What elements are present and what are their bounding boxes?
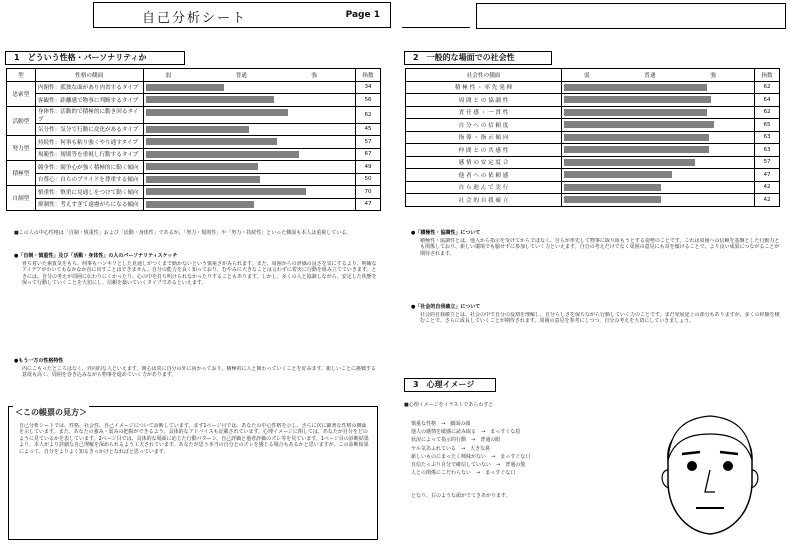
- bar-cell: [562, 169, 755, 182]
- trait-cell: 慎重性：慎重に見通しをつけて動く傾向: [35, 186, 143, 199]
- personality-table: [6, 68, 381, 211]
- table-row: [406, 94, 780, 107]
- title-box: [93, 2, 391, 28]
- name-box: [476, 3, 786, 29]
- score-bar: [146, 138, 277, 145]
- image-line: 自信たっぷり自分で確信していない → 普通の髪: [411, 462, 526, 469]
- table-row: [406, 181, 780, 194]
- score-bar: [564, 159, 695, 166]
- col-scale: [143, 69, 355, 82]
- col-trait: 性格の側面: [35, 69, 143, 82]
- score-cell: 42: [755, 181, 780, 194]
- trait-cell: 身体性：活動的で積極的に動き回るタイプ: [35, 106, 143, 123]
- image-line: 他人の感情を敏感に読み取る → まっすぐな眉: [411, 429, 521, 436]
- score-cell: 63: [755, 131, 780, 144]
- bar-cell: [562, 94, 755, 107]
- social-trait-cell: 積 極 性 ・ 率 先 発 揮: [406, 81, 562, 94]
- scale-weak-label: 弱: [165, 72, 172, 79]
- score-cell: 34: [356, 81, 381, 94]
- section3-heading: 3 心理イメージ: [404, 378, 496, 392]
- bar-cell: [143, 186, 355, 199]
- type-cell: 努力型: [7, 136, 36, 161]
- social-trait-cell: 自 分 へ の 信 頼 度: [406, 119, 562, 132]
- score-cell: 63: [755, 144, 780, 157]
- trait-cell: 規範性：規則等を重視し行動するタイプ: [35, 148, 143, 161]
- bar-cell: [143, 94, 355, 107]
- bar-cell: [562, 131, 755, 144]
- bar-cell: [562, 181, 755, 194]
- col-social-trait: 社会性の側面: [406, 69, 562, 82]
- bar-cell: [562, 194, 755, 207]
- image-line: 新しいものにまったく興味がない → まっすぐな口: [411, 453, 531, 460]
- score-cell: 65: [755, 119, 780, 132]
- score-bar: [564, 196, 661, 203]
- bar-cell: [562, 119, 755, 132]
- page-number: Page 1: [345, 10, 380, 20]
- bar-cell: [143, 81, 355, 94]
- bar-cell: [143, 106, 355, 123]
- social-trait-cell: 仲 間 と の 共 感 性: [406, 144, 562, 157]
- blank-field-1: [402, 27, 470, 28]
- self-establishment-body: 社会的自我確立とは、社会の中で自分の役割を理解し、自分らしさを保ちながら行動していく力のことです。まだ発展途上の部分もありますが、多くの経験を積むことで、さらに成長していくことが期待されます。周囲の意見を参考にしつつ、自分の考えを大切にしていきましょう。: [420, 312, 780, 325]
- scale-strong-label: 強: [710, 72, 716, 79]
- table-row: [406, 131, 780, 144]
- table-row: [406, 194, 780, 207]
- score-bar: [564, 184, 661, 191]
- score-bar: [564, 171, 672, 178]
- table-row: [7, 106, 381, 123]
- type-cell: 自制型: [7, 186, 36, 211]
- social-trait-cell: 他 者 へ の 依 頼 感: [406, 169, 562, 182]
- image-line: 慎重な性格 → 細面の顔: [411, 421, 471, 427]
- score-cell: 62: [755, 81, 780, 94]
- score-cell: 70: [356, 186, 381, 199]
- other-trait-body: 内にこもったところはなく、外向的な人といえます。関心は常に自分の外に向かっており、積極的に人と関わっていくことを好みます。新しいことに挑戦する意欲も高く、周囲を巻き込みながら物事を進めていく力があります。: [22, 366, 377, 379]
- self-establishment-title: ●「社会的自我確立」について: [411, 304, 481, 310]
- scale-mid-label: 普通: [644, 72, 656, 79]
- score-bar: [146, 126, 249, 133]
- score-bar: [146, 176, 260, 183]
- section2-heading: 2 一般的な場面での社会性: [404, 51, 552, 65]
- table-row: [7, 81, 381, 94]
- table-row: [7, 123, 381, 136]
- score-bar: [146, 163, 258, 170]
- score-cell: 67: [356, 148, 381, 161]
- social-trait-cell: 責 任 感 ・ 一 貫 性: [406, 106, 562, 119]
- table-row: [406, 81, 780, 94]
- score-cell: 57: [356, 136, 381, 149]
- score-bar: [564, 134, 709, 141]
- section1-heading: 1 どういう性格・パーソナリティか: [5, 51, 185, 65]
- score-cell: 56: [356, 94, 381, 107]
- bar-cell: [143, 198, 355, 211]
- sketch-title: ●「自制・慎重性」及び「活動・身体性」の人のパーソナリティスケッチ: [14, 253, 178, 259]
- score-bar: [564, 146, 709, 153]
- bar-cell: [562, 144, 755, 157]
- score-cell: 57: [755, 156, 780, 169]
- howto-title: ＜この帳票の見方＞: [15, 408, 87, 417]
- score-cell: 49: [356, 161, 381, 174]
- page-title: 自己分析シート: [142, 11, 248, 26]
- scale-strong-label: 強: [311, 72, 318, 79]
- image-line: 状況によって指示的行動 → 普通の眼: [411, 437, 501, 444]
- bar-cell: [562, 81, 755, 94]
- col-score: 指数: [755, 69, 780, 82]
- score-bar: [146, 151, 299, 158]
- score-bar: [564, 109, 707, 116]
- other-trait-title: ●もう一方の性格特性: [14, 358, 64, 364]
- social-trait-cell: 指 導 ・ 指 示 傾 向: [406, 131, 562, 144]
- table-row: [7, 94, 381, 107]
- table-header-row: [406, 69, 780, 82]
- col-scale: [562, 69, 755, 82]
- table-row: [7, 173, 381, 186]
- left-eye: [687, 461, 697, 471]
- social-trait-cell: 自 ら 進 ん で 実 行: [406, 181, 562, 194]
- image-line: ヤル気あふれている → 大きな鼻: [411, 445, 491, 452]
- table-row: [406, 156, 780, 169]
- trait-cell: 気分性：気分で行動に変化があるタイプ: [35, 123, 143, 136]
- score-cell: 62: [356, 106, 381, 123]
- trait-cell: 抑制性：考えすぎて遠慮がちになる傾向: [35, 198, 143, 211]
- score-cell: 62: [755, 106, 780, 119]
- table-row: [7, 186, 381, 199]
- score-bar: [564, 84, 707, 91]
- score-cell: 64: [755, 94, 780, 107]
- score-cell: 45: [356, 123, 381, 136]
- score-bar: [564, 121, 714, 128]
- scale-weak-label: 弱: [584, 72, 590, 79]
- image-intro: ■心理イメージをイラストであらわすと: [404, 402, 494, 408]
- image-line: 人との関係にこだわらない → まっすぐな口: [411, 470, 516, 477]
- howto-body: 自己分析シートでは、性格、社会性、自己イメージについて診断しています。まず1ページ目では、あなたの中心性格を示し、さらに次に顕著な性格の側面を示しています。また、あなたの強み・弱みの把握ができるよう、具体的なアドバイスも記載されています。心理イメージに関しては、あなたが自分をどのように見ているかを表しています。2ページ目では、具体的な場面に応じた行動パターン、自己評価と他者評価のズレ等を見ています。1ページ目の診断結果より、本人がより詳細な自己理解を深められるよう工夫されています。あなたが思う本当の自分とのズレを感じる場合もあるかと思いますが、この診断結果によって、自分をよりよく知るきっかけとなればと思っています。: [19, 423, 369, 455]
- score-bar: [146, 96, 274, 103]
- trait-cell: 自尊心：自らのプライドを尊重する傾向: [35, 173, 143, 186]
- score-bar: [146, 84, 224, 91]
- image-lines: [411, 420, 651, 477]
- sketch-body: 喜ち着いた素質気をもち、何事もハンキリとした見通しがつくまで動かないという慎重さがみられます。また、周囲からの評価の良さを気にするより、明確なアイデアがわいてもなかなか直に出すことはできません。自分の能力を良く知っており、むやみに大きなことは言わずに着実に行動を組み立てていきます。ときには、自分の考えが周囲に伝わりにくかったり、心の中を打ち明けられなかったりすることもあります。しかし、多くの人と協調しながら、安定した状態を保って行動していくことを大切にし、信頼を築いていくタイプであるといえます。: [22, 261, 377, 287]
- table-row: [406, 169, 780, 182]
- bar-cell: [143, 148, 355, 161]
- table-row: [7, 161, 381, 174]
- bar-cell: [143, 123, 355, 136]
- bar-cell: [143, 136, 355, 149]
- score-cell: 42: [755, 194, 780, 207]
- score-bar: [146, 201, 254, 208]
- score-cell: 47: [755, 169, 780, 182]
- social-trait-cell: 社 会 的 自 我 確 立: [406, 194, 562, 207]
- scale-mid-label: 普通: [235, 72, 247, 79]
- image-outro: となり、右のような顔がでてきあがります。: [411, 493, 511, 499]
- table-row: [406, 144, 780, 157]
- trait-cell: 客観性：距離感で物事に判断するタイプ: [35, 94, 143, 107]
- social-trait-cell: 周 囲 と の 協 調 性: [406, 94, 562, 107]
- right-eye: [723, 461, 733, 471]
- table-row: [406, 119, 780, 132]
- col-type: 型: [7, 69, 36, 82]
- score-cell: 47: [356, 198, 381, 211]
- social-trait-cell: 感 情 の 安 定 度 合: [406, 156, 562, 169]
- col-score: 指数: [356, 69, 381, 82]
- social-table: [405, 68, 780, 207]
- trait-cell: 持続性：何事も粘り強くやり通すタイプ: [35, 136, 143, 149]
- table-row: [7, 198, 381, 211]
- type-cell: 活動型: [7, 106, 36, 136]
- bar-cell: [143, 173, 355, 186]
- table-header-row: [7, 69, 381, 82]
- cooperation-title: ●「積極性・協調性」について: [411, 230, 481, 236]
- face-illustration: [650, 390, 770, 540]
- table-row: [7, 148, 381, 161]
- score-cell: 50: [356, 173, 381, 186]
- type-cell: 思索型: [7, 81, 36, 106]
- howto-box: [8, 406, 378, 540]
- trait-cell: 競争性：競争心が強く積極的に動く傾向: [35, 161, 143, 174]
- bar-cell: [562, 156, 755, 169]
- bar-cell: [562, 106, 755, 119]
- type-cell: 積極型: [7, 161, 36, 186]
- score-bar: [564, 96, 711, 103]
- trait-cell: 内閉性：孤独な面があり内省するタイプ: [35, 81, 143, 94]
- bar-cell: [143, 161, 355, 174]
- table-row: [7, 136, 381, 149]
- score-bar: [146, 188, 306, 195]
- table-row: [406, 106, 780, 119]
- score-bar: [146, 109, 288, 116]
- cooperation-body: 積極性・協調性とは、他人から指示を受けてからではなく、自らが率先して物事に取り組もうとする姿勢のことです。これは周囲への信頼を基盤とした行動力とも関係しており、新しい環境でも臆せずに参加していく力といえます。自分の考えだけでなく周囲の意見にも耳を傾けることで、より良い成果につながることが期待されます。: [420, 238, 780, 257]
- section1-note: ■この人の中心性格は「自制・慎重性」および「活動・身体性」であるが、「努力・規則性」や「努力・持続性」といった側面も本人は重視している。: [14, 230, 352, 236]
